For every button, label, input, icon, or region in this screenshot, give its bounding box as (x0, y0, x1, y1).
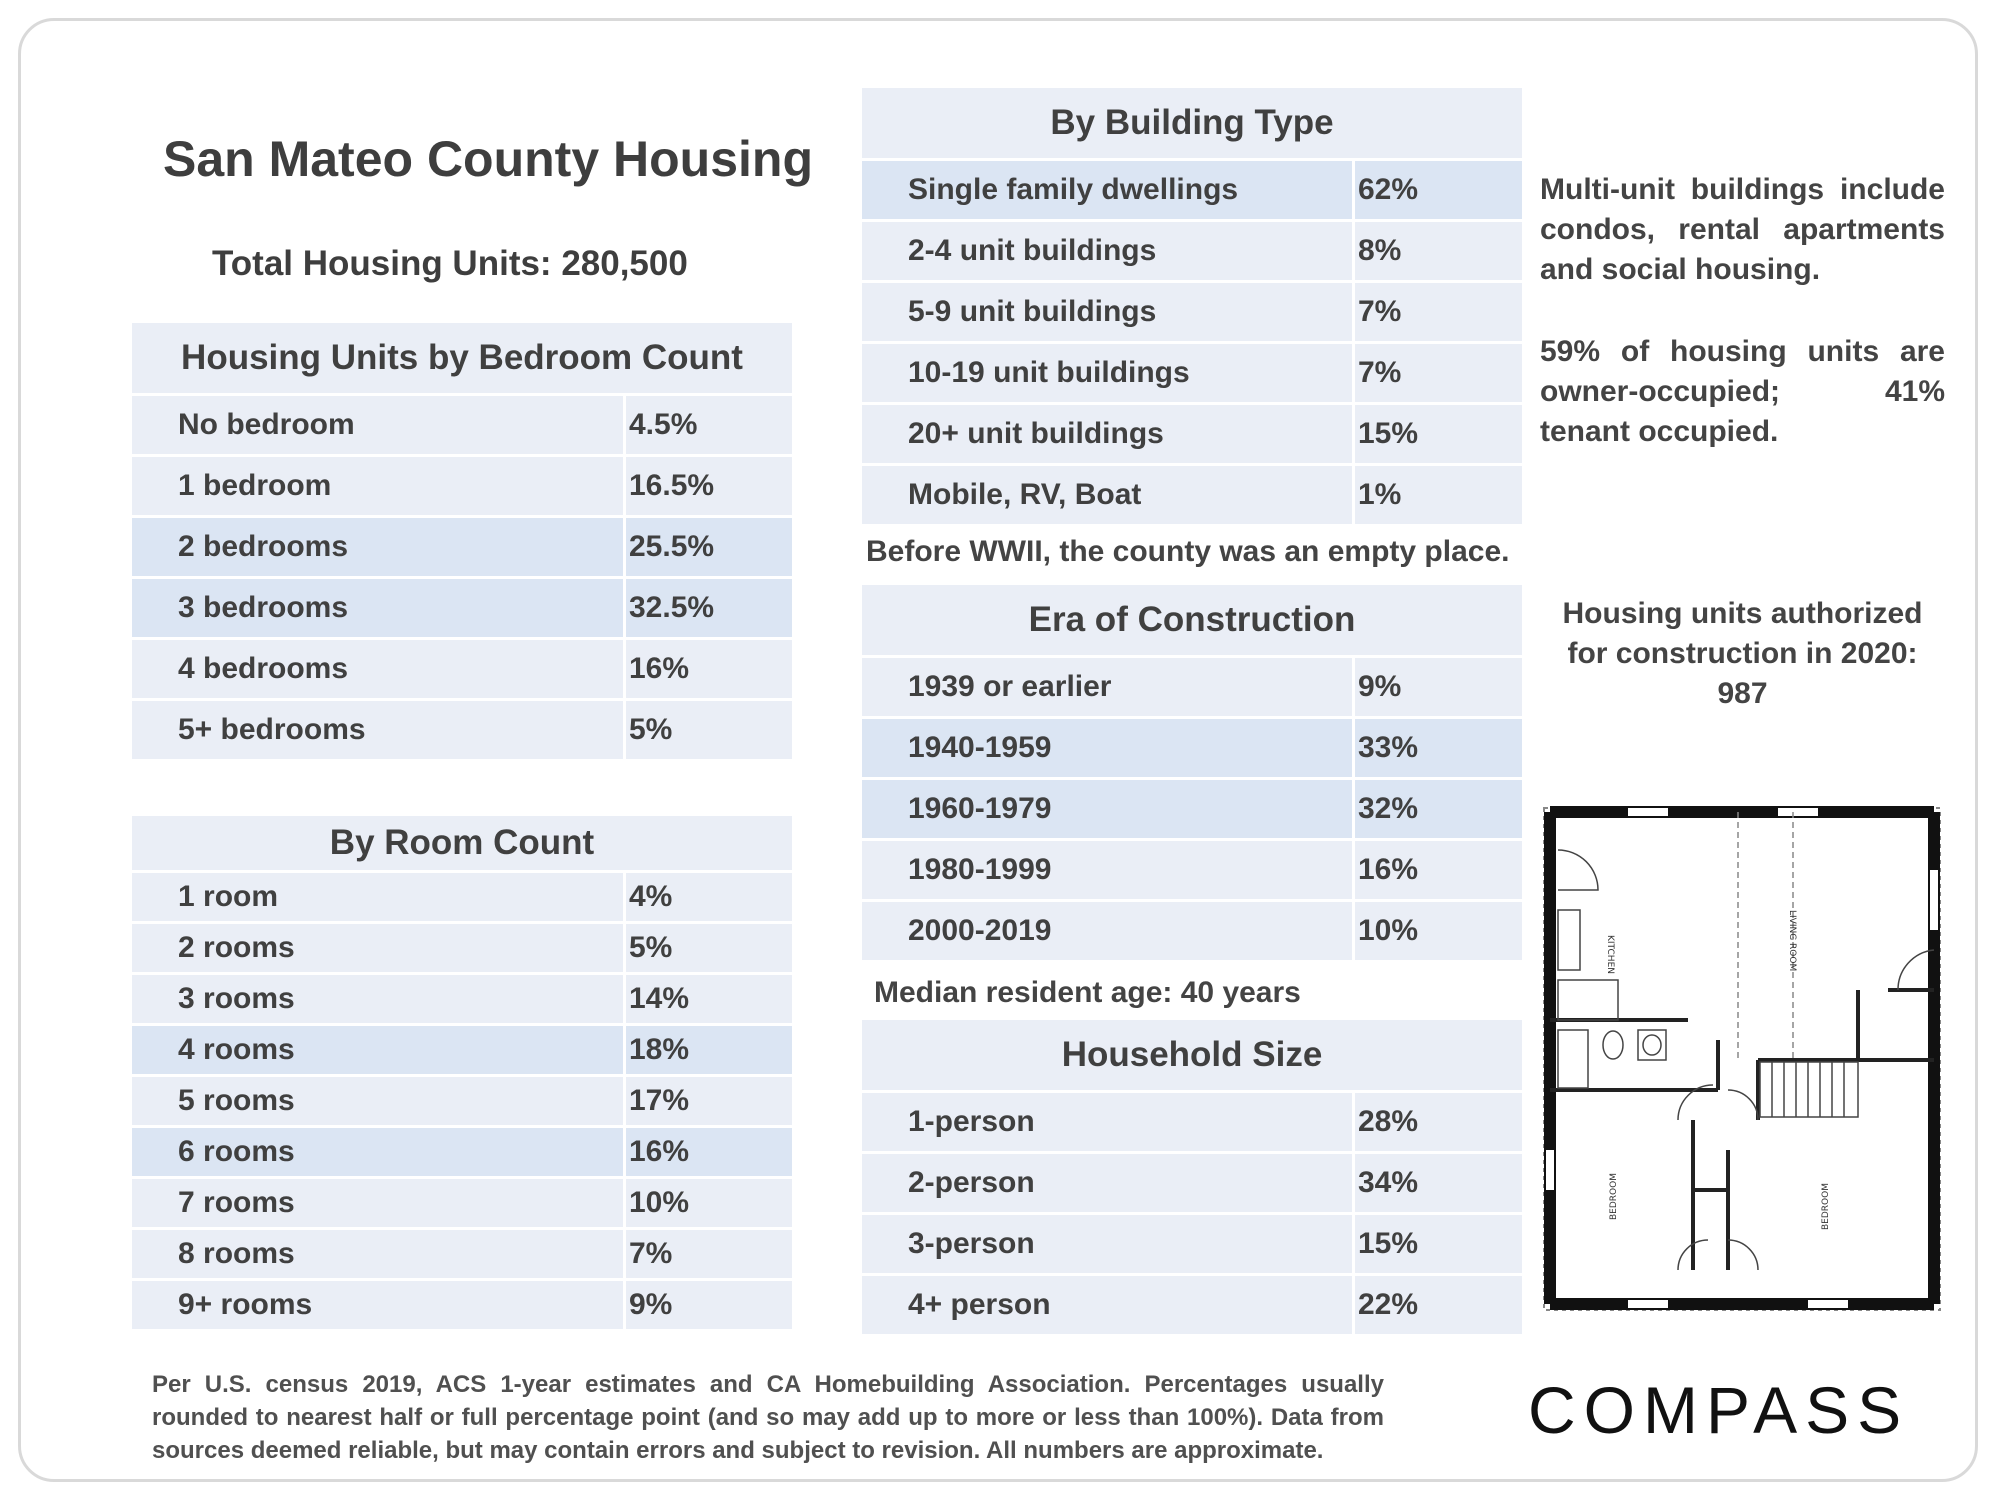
table-row (132, 1281, 792, 1329)
row-label: 10-19 unit buildings (862, 344, 1355, 402)
row-label: 1940-1959 (862, 719, 1355, 777)
compass-logo: COMPASS (1528, 1373, 1910, 1447)
table-row (862, 161, 1522, 219)
table-row (132, 1128, 792, 1176)
table-row (132, 1230, 792, 1278)
row-label: 2-person (862, 1154, 1355, 1212)
row-label: 1 room (132, 873, 626, 921)
row-label: 1-person (862, 1093, 1355, 1151)
row-label: 2 bedrooms (132, 518, 626, 576)
table-row (862, 1093, 1522, 1151)
row-value: 15% (1355, 405, 1522, 463)
era-of-construction-table (862, 582, 1522, 963)
bedroom-table-heading: Housing Units by Bedroom Count (132, 323, 792, 393)
row-value: 16% (626, 640, 792, 698)
row-value: 25.5% (626, 518, 792, 576)
row-label: 4 rooms (132, 1026, 626, 1074)
row-label: 5-9 unit buildings (862, 283, 1355, 341)
row-label: 3 rooms (132, 975, 626, 1023)
table-row (132, 1026, 792, 1074)
authorized-units-note (1530, 594, 1955, 714)
row-value: 7% (1355, 344, 1522, 402)
table-row (862, 902, 1522, 960)
living-room-label: LIVING ROOM (1787, 910, 1797, 972)
row-label: 7 rooms (132, 1179, 626, 1227)
table-row (862, 1215, 1522, 1273)
row-value: 5% (626, 701, 792, 759)
row-value: 10% (1355, 902, 1522, 960)
row-value: 10% (626, 1179, 792, 1227)
multi-unit-note: Multi-unit buildings include condos, rental apartments and social housing. (1540, 173, 1945, 286)
row-label: 1980-1999 (862, 841, 1355, 899)
row-label: 3-person (862, 1215, 1355, 1273)
building-type-table (862, 85, 1522, 527)
row-label: 8 rooms (132, 1230, 626, 1278)
table-row (862, 719, 1522, 777)
row-value: 14% (626, 975, 792, 1023)
footer-disclaimer: Per U.S. census 2019, ACS 1-year estimates and CA Homebuilding Association. Percentages usually rounded to nearest half or full percentage point (and so may add up to more or less than 100%). Data from sources deemed reliable, but may contain errors and subject to revision. All numbers are approximate. (152, 1371, 1384, 1464)
table-row (862, 283, 1522, 341)
row-value: 7% (1355, 283, 1522, 341)
row-value: 17% (626, 1077, 792, 1125)
table-row (862, 1276, 1522, 1334)
authorized-line-3: 987 (1717, 677, 1768, 710)
row-value: 16% (1355, 841, 1522, 899)
row-label: 1960-1979 (862, 780, 1355, 838)
row-value: 16% (626, 1128, 792, 1176)
table-row (132, 975, 792, 1023)
table-row (132, 873, 792, 921)
kitchen-label: KITCHEN (1605, 935, 1615, 974)
table-row (132, 640, 792, 698)
row-label: 1 bedroom (132, 457, 626, 515)
table-row (132, 1179, 792, 1227)
row-value: 62% (1355, 161, 1522, 219)
total-housing-units: Total Housing Units: 280,500 (212, 244, 688, 283)
table-row (862, 466, 1522, 524)
row-value: 15% (1355, 1215, 1522, 1273)
median-age-note: Median resident age: 40 years (874, 976, 1301, 1009)
row-label: 20+ unit buildings (862, 405, 1355, 463)
before-wwii-note: Before WWII, the county was an empty place. (866, 535, 1510, 568)
authorized-line-1: Housing units authorized (1562, 597, 1923, 630)
table-row (862, 344, 1522, 402)
floor-plan-image (1528, 790, 1958, 1340)
row-value: 16.5% (626, 457, 792, 515)
table-row (132, 924, 792, 972)
table-row (862, 1154, 1522, 1212)
row-label: 2000-2019 (862, 902, 1355, 960)
row-label: 2 rooms (132, 924, 626, 972)
owner-occupied-note: 59% of housing units are owner-occupied; 41% tenant occupied. (1540, 335, 1945, 448)
building-table-heading: By Building Type (862, 88, 1522, 158)
table-row (862, 222, 1522, 280)
table-row (132, 457, 792, 515)
bedroom-count-table (132, 320, 792, 762)
row-label: No bedroom (132, 396, 626, 454)
authorized-line-2: for construction in 2020: (1567, 637, 1918, 670)
row-value: 9% (1355, 658, 1522, 716)
row-label: 2-4 unit buildings (862, 222, 1355, 280)
row-value: 5% (626, 924, 792, 972)
household-size-table (862, 1017, 1522, 1337)
room-table-heading: By Room Count (132, 816, 792, 870)
room-count-table (132, 813, 792, 1332)
table-row (862, 841, 1522, 899)
row-label: 5 rooms (132, 1077, 626, 1125)
table-row (132, 518, 792, 576)
row-value: 22% (1355, 1276, 1522, 1334)
row-label: 4 bedrooms (132, 640, 626, 698)
row-label: 9+ rooms (132, 1281, 626, 1329)
row-label: 5+ bedrooms (132, 701, 626, 759)
row-value: 4.5% (626, 396, 792, 454)
table-row (132, 701, 792, 759)
row-value: 28% (1355, 1093, 1522, 1151)
household-table-heading: Household Size (862, 1020, 1522, 1090)
row-label: Single family dwellings (862, 161, 1355, 219)
row-label: 6 rooms (132, 1128, 626, 1176)
table-row (132, 579, 792, 637)
row-value: 33% (1355, 719, 1522, 777)
bedroom-2-label: BEDROOM (1821, 1183, 1831, 1230)
bedroom-1-label: BEDROOM (1609, 1173, 1619, 1220)
row-value: 32.5% (626, 579, 792, 637)
row-value: 32% (1355, 780, 1522, 838)
table-row (862, 780, 1522, 838)
row-value: 34% (1355, 1154, 1522, 1212)
table-row (862, 405, 1522, 463)
row-value: 4% (626, 873, 792, 921)
table-row (862, 658, 1522, 716)
row-label: 3 bedrooms (132, 579, 626, 637)
table-row (132, 1077, 792, 1125)
row-label: 1939 or earlier (862, 658, 1355, 716)
row-value: 9% (626, 1281, 792, 1329)
row-label: 4+ person (862, 1276, 1355, 1334)
table-row (132, 396, 792, 454)
row-value: 1% (1355, 466, 1522, 524)
page-title: San Mateo County Housing (163, 131, 813, 187)
row-value: 7% (626, 1230, 792, 1278)
row-value: 8% (1355, 222, 1522, 280)
row-value: 18% (626, 1026, 792, 1074)
row-label: Mobile, RV, Boat (862, 466, 1355, 524)
era-table-heading: Era of Construction (862, 585, 1522, 655)
